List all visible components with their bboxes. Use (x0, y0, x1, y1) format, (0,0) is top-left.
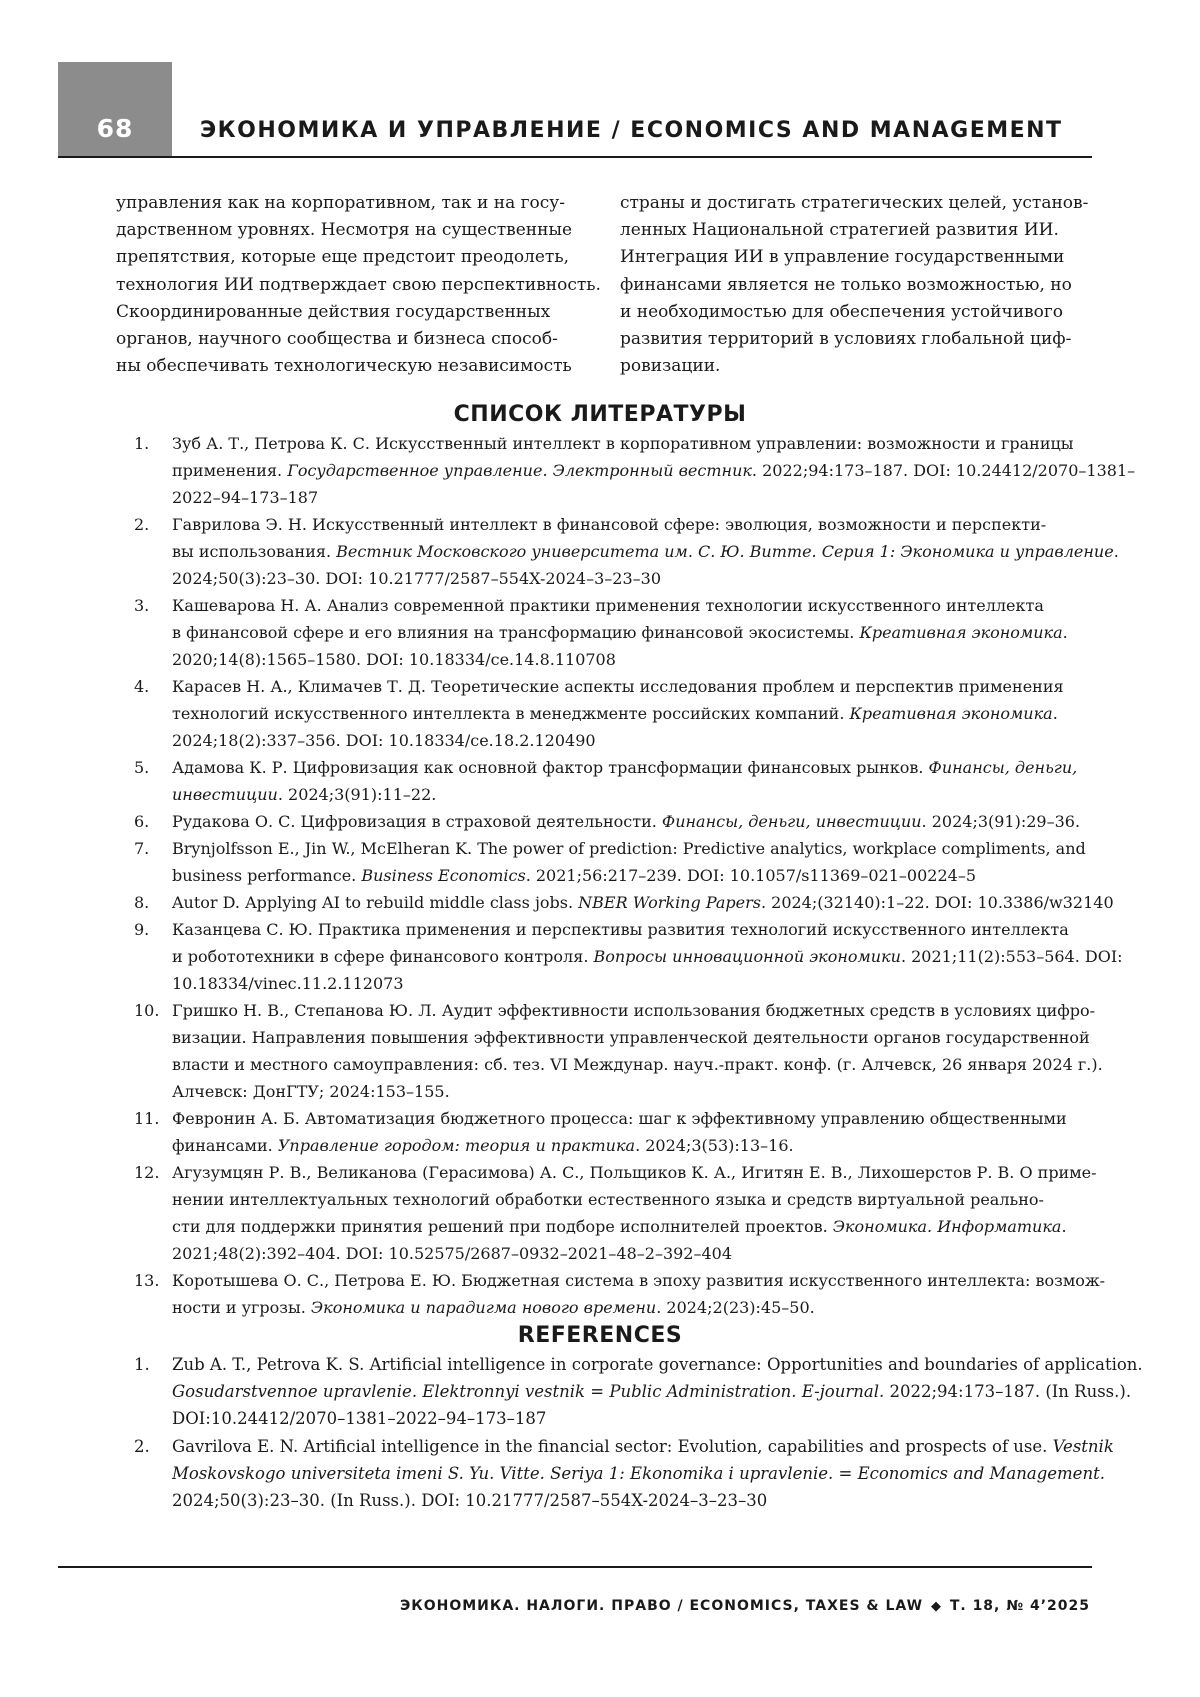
reference-item (116, 1159, 1106, 1267)
reference-text: Карасев Н. А., Климачев Т. Д. Теоретические аспекты исследования проблем и перспектив применения (172, 677, 1064, 696)
reference-line (172, 1051, 1106, 1078)
reference-text: business performance. (172, 866, 362, 885)
reference-text: Кашеварова Н. А. Анализ современной практики применения технологии искусственного интеллекта (172, 596, 1044, 615)
reference-line (172, 538, 1119, 565)
reference-text: сти для поддержки принятия решений при подборе исполнителей проектов. (172, 1217, 833, 1236)
body-column-left (116, 190, 606, 380)
reference-line (172, 1213, 1106, 1240)
reference-text: 2024;18(2):337–356. DOI: 10.18334/ce.18.2.120490 (172, 731, 596, 750)
body-line: препятствия, которые еще предстоит преодолеть, (116, 247, 569, 268)
reference-text: Адамова К. Р. Цифровизация как основной фактор трансформации финансовых рынков. (172, 758, 929, 777)
reference-text: 2024;50(3):23–30. (In Russ.). DOI: 10.21777/2587–554X-2024–3–23–30 (172, 1491, 768, 1511)
reference-source-title: Экономика и парадигма нового времени (310, 1298, 657, 1317)
reference-line (172, 619, 1106, 646)
reference-line (172, 1186, 1106, 1213)
reference-source-title: инвестиции (172, 785, 278, 804)
reference-line (172, 943, 1123, 970)
reference-line (172, 1105, 1106, 1132)
reference-line (172, 1487, 1106, 1514)
reference-source-title: Финансы, деньги, инвестиции (661, 812, 922, 831)
reference-text: нении интеллектуальных технологий обработки естественного языка и средств виртуальной реально- (172, 1190, 1044, 1209)
body-line: ны обеспечивать технологическую независимость (116, 356, 572, 377)
references-en-heading: REFERENCES (517, 1323, 683, 1348)
page-number: 68 (96, 114, 134, 143)
reference-line (172, 916, 1106, 943)
reference-text: Гаврилова Э. Н. Искусственный интеллект в финансовой сфере: эволюция, возможности и перспекти- (172, 515, 1047, 534)
reference-text: 2022–94–173–187 (172, 488, 319, 507)
reference-number: 7. (134, 839, 150, 858)
reference-line (172, 808, 1106, 835)
reference-item (116, 1267, 1106, 1321)
body-line: Скоординированные действия государственных (116, 301, 551, 322)
footer-issue: Т. 18, № 4’2025 (949, 1598, 1090, 1614)
body-line: технология ИИ подтверждает свою перспективность. (116, 274, 601, 295)
reference-item (116, 835, 1106, 889)
reference-line (172, 484, 1106, 511)
reference-text: 2021;48(2):392–404. DOI: 10.52575/2687–0932–2021–48–2–392–404 (172, 1244, 733, 1263)
body-line: страны и достигать стратегических целей, установ- (620, 193, 1089, 213)
reference-text: 2020;14(8):1565–1580. DOI: 10.18334/ce.14.8.110708 (172, 650, 616, 669)
reference-line (172, 1267, 1106, 1294)
reference-text: . 2022;94:173–187. DOI: 10.24412/2070–1381– (751, 461, 1136, 480)
reference-text: Brynjolfsson E., Jin W., McElheran K. The power of prediction: Predictive analytics, workplace compliments, and (172, 839, 1086, 858)
reference-item (116, 1105, 1106, 1159)
references-ru-list (116, 430, 1136, 1321)
reference-text: 2024;50(3):23–30. DOI: 10.21777/2587–554X-2024–3–23–30 (172, 569, 661, 588)
reference-line (172, 1405, 1106, 1432)
reference-text: в финансовой сфере и его влияния на трансформацию финансовой экосистемы. (172, 623, 860, 642)
reference-source-title: Vestnik (1052, 1436, 1114, 1456)
reference-number: 1. (134, 434, 150, 453)
reference-line (172, 862, 1106, 889)
reference-text: Gavrilova E. N. Artificial intelligence in the financial sector: Evolution, capabilities and prospects of use. (172, 1436, 1053, 1456)
reference-line (172, 646, 1106, 673)
footer-divider (58, 1566, 1092, 1568)
reference-line (172, 673, 1106, 700)
reference-text: Zub A. T., Petrova K. S. Artificial intelligence in corporate governance: Opportunities and boundaries of application. (172, 1355, 1143, 1374)
reference-item (116, 754, 1106, 808)
reference-number: 3. (134, 596, 150, 615)
reference-line (172, 835, 1106, 862)
reference-text: 10.18334/vinec.11.2.112073 (172, 974, 404, 993)
reference-source-title: Управление городом: теория и практика (277, 1136, 636, 1155)
section-title: ЭКОНОМИКА И УПРАВЛЕНИЕ / ECONOMICS AND MANAGEMENT (200, 118, 1063, 143)
reference-source-title: NBER Working Papers (578, 893, 761, 912)
reference-line (172, 511, 1106, 538)
reference-line (172, 727, 1106, 754)
reference-line (172, 700, 1106, 727)
reference-text: Коротышева О. С., Петрова Е. Ю. Бюджетная система в эпоху развития искусственного интеллекта: возмож- (172, 1271, 1106, 1290)
reference-line (172, 565, 1106, 592)
reference-number: 5. (134, 758, 150, 777)
reference-item (116, 673, 1106, 754)
reference-line (172, 1351, 1143, 1378)
reference-number: 1. (134, 1355, 150, 1374)
reference-text: . 2021;11(2):553–564. DOI: (900, 947, 1123, 966)
reference-number: 9. (134, 920, 150, 939)
reference-line (172, 1159, 1106, 1186)
reference-line (172, 1294, 1106, 1321)
reference-line (172, 889, 1114, 916)
reference-number: 4. (134, 677, 150, 696)
reference-number: 11. (134, 1109, 160, 1128)
reference-line (172, 1024, 1106, 1051)
reference-text: . (1113, 542, 1119, 561)
reference-line (172, 781, 1106, 808)
reference-source-title: Moskovskogo universiteta imeni S. Yu. Vitte. Seriya 1: Ekonomika i upravlenie. = Economics and Management. (172, 1463, 1105, 1483)
reference-line (172, 754, 1106, 781)
reference-source-title: Креативная экономика (849, 704, 1053, 723)
references-ru-heading: СПИСОК ЛИТЕРАТУРЫ (453, 402, 747, 427)
reference-text: . 2021;56:217–239. DOI: 10.1057/s11369–021–00224–5 (525, 866, 976, 885)
reference-text: 2022;94:173–187. (In Russ.). (884, 1382, 1132, 1402)
reference-item (116, 997, 1106, 1105)
reference-text: . 2024;3(91):11–22. (277, 785, 437, 804)
reference-item (116, 511, 1119, 592)
reference-text: визации. Направления повышения эффективности управленческой деятельности органов государственной (172, 1028, 1090, 1047)
reference-line (172, 997, 1106, 1024)
reference-number: 2. (134, 515, 150, 534)
reference-item (116, 889, 1114, 916)
reference-item (116, 1351, 1143, 1433)
reference-line (172, 1433, 1114, 1460)
reference-item (116, 808, 1106, 835)
body-line: финансами является не только возможностью, но (620, 274, 1072, 295)
body-line: органов, научного сообщества и бизнеса способ- (116, 329, 558, 350)
reference-source-title: Финансы, деньги, (928, 758, 1078, 777)
reference-line (172, 1460, 1106, 1487)
reference-text: ности и угрозы. (172, 1298, 311, 1317)
body-line: дарственном уровнях. Несмотря на существенные (116, 220, 573, 241)
footer-journal: ЭКОНОМИКА. НАЛОГИ. ПРАВО / ECONOMICS, TAXES & LAW (399, 1598, 924, 1614)
reference-source-title: Экономика. Информатика (832, 1217, 1062, 1236)
footer (400, 1598, 1090, 1614)
reference-text: применения. (172, 461, 288, 480)
header-divider (58, 156, 1092, 158)
reference-text: . 2024;(32140):1–22. DOI: 10.3386/w32140 (760, 893, 1114, 912)
reference-text: и робототехники в сфере финансового контроля. (172, 947, 594, 966)
reference-number: 2. (134, 1436, 150, 1456)
reference-text: DOI:10.24412/2070–1381–2022–94–173–187 (172, 1409, 547, 1429)
reference-text: технологий искусственного интеллекта в менеджменте российских компаний. (172, 704, 850, 723)
reference-item (116, 1433, 1114, 1515)
diamond-icon: ◆ (930, 1599, 942, 1614)
reference-text: . 2024;2(23):45–50. (656, 1298, 815, 1317)
reference-text: власти и местного самоуправления: сб. тез. VI Междунар. науч.-практ. конф. (г. Алчевск, 26 января 2024 г.). (172, 1055, 1103, 1074)
reference-line (172, 1078, 1106, 1105)
body-line: и необходимостью для обеспечения устойчивого (620, 301, 1063, 322)
reference-number: 8. (134, 893, 150, 912)
references-en-list (116, 1351, 1143, 1514)
reference-text: . (1061, 1217, 1067, 1236)
reference-source-title: Business Economics (361, 866, 526, 885)
body-line: ленных Национальной стратегией развития ИИ. (620, 220, 1059, 241)
reference-text: . (1052, 704, 1058, 723)
reference-item (116, 916, 1123, 997)
reference-source-title: Gosudarstvennoe upravlenie. Elektronnyi vestnik = Public Administration. E-journal. (172, 1382, 885, 1402)
reference-line (172, 970, 1106, 997)
reference-line (172, 1132, 1106, 1159)
reference-line (172, 1240, 1106, 1267)
reference-text: . 2024;3(53):13–16. (635, 1136, 794, 1155)
reference-item (116, 592, 1106, 673)
reference-text: Autor D. Applying AI to rebuild middle class jobs. (172, 893, 579, 912)
reference-source-title: Государственное управление. Электронный вестник (287, 461, 752, 480)
reference-text: вы использования. (172, 542, 337, 561)
reference-line (172, 457, 1136, 484)
reference-text: Казанцева С. Ю. Практика применения и перспективы развития технологий искусственного интеллекта (172, 920, 1069, 939)
body-line: развития территорий в условиях глобальной циф- (620, 329, 1072, 350)
reference-number: 6. (134, 812, 150, 831)
reference-text: . (1062, 623, 1068, 642)
reference-text: Зуб А. Т., Петрова К. С. Искусственный интеллект в корпоративном управлении: возможности и границы (172, 434, 1074, 453)
reference-text: Рудакова О. С. Цифровизация в страховой деятельности. (172, 812, 662, 831)
reference-source-title: Вопросы инновационной экономики (593, 947, 901, 966)
reference-number: 10. (134, 1001, 160, 1020)
reference-text: . 2024;3(91):29–36. (921, 812, 1081, 831)
reference-text: финансами. (172, 1136, 278, 1155)
reference-item (116, 430, 1136, 511)
reference-source-title: Креативная экономика (859, 623, 1063, 642)
reference-text: Гришко Н. В., Степанова Ю. Л. Аудит эффективности использования бюджетных средств в условиях цифро- (172, 1001, 1096, 1020)
reference-text: Алчевск: ДонГТУ; 2024:153–155. (172, 1082, 450, 1101)
reference-line (172, 592, 1106, 619)
body-line: ровизации. (620, 356, 721, 377)
reference-source-title: Вестник Московского университета им. С. Ю. Витте. Серия 1: Экономика и управление (336, 542, 1114, 561)
reference-text: Агузумцян Р. В., Великанова (Герасимова) А. С., Польщиков К. А., Игитян Е. В., Лихошерстов Р. В. О приме- (172, 1163, 1097, 1182)
body-column-right (620, 190, 1110, 380)
reference-line (172, 430, 1106, 457)
reference-line (172, 1378, 1132, 1405)
reference-text: Февронин А. Б. Автоматизация бюджетного процесса: шаг к эффективному управлению общественными (172, 1109, 1067, 1128)
body-line: управления как на корпоративном, так и на госу- (116, 193, 566, 213)
body-line: Интеграция ИИ в управление государственными (620, 247, 1065, 268)
reference-number: 13. (134, 1271, 160, 1290)
reference-number: 12. (134, 1163, 160, 1182)
